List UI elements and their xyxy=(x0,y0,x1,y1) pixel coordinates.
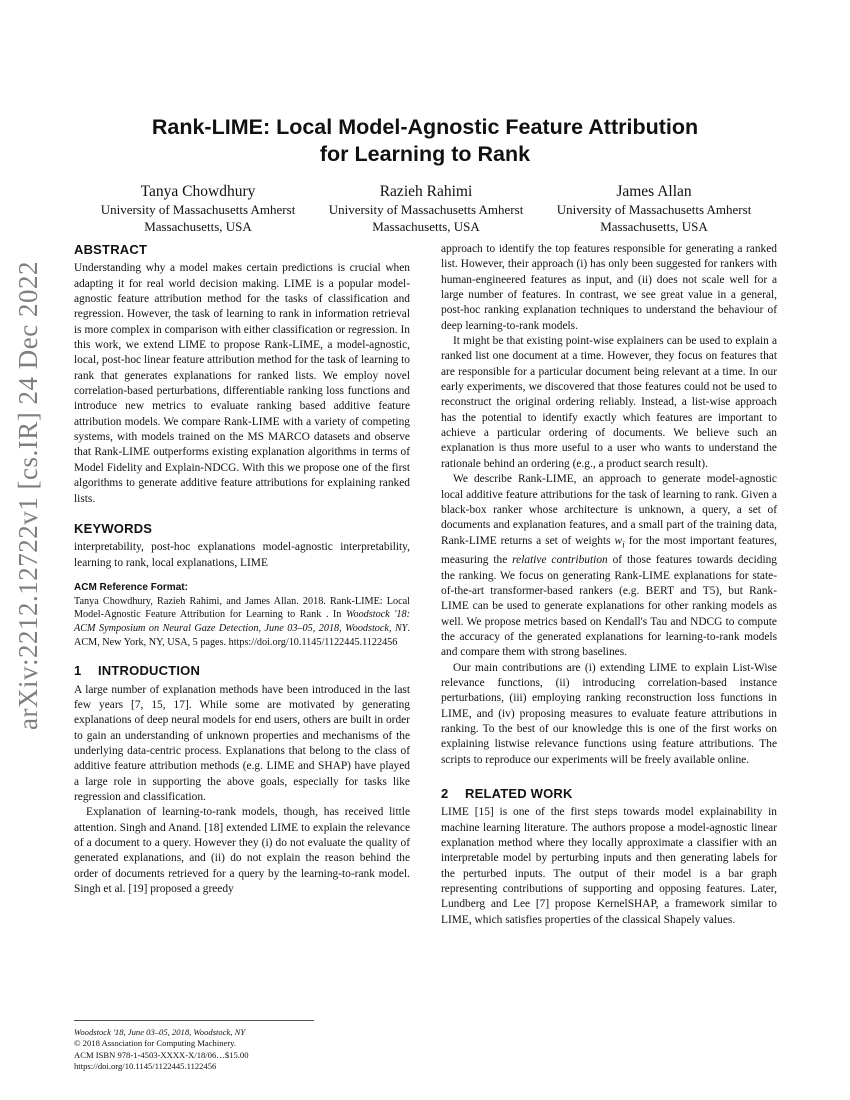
keywords-heading: KEYWORDS xyxy=(74,520,153,536)
copyright-footnote xyxy=(74,1020,314,1072)
intro-p5-middle: for the most important features, measuring the xyxy=(441,534,777,567)
author-location: Massachusetts, USA xyxy=(144,218,252,234)
author-block xyxy=(86,182,766,235)
intro-paragraph-4: It might be that existing point-wise explainers can be used to explain a ranked list one document at a time. However, they focus on features that are responsible for a particular document being relevant at a time. In our early experiments, we discovered that those features could not be used to reconstruct the original ordering reliably. Instead, a list-wise approach has the potential to identify exactly which features are important to achieve a particular ordering of documents. We believe such an explanation is thus more useful to a user who wants to understand the rationale behind an ordering (e.g., a product search result). xyxy=(441,335,777,470)
intro-p5-end: of those features towards deciding the ranking. We focus on generating Rank-LIME explanations for state-of-the-art transformer-based rankers (e.g. BERT and T5), but Rank-LIME can be used to generate explanations for other ranking models as well. We propose metrics based on Kendall's Tau and NDCG to compute the accuracy of the generated explanations for learning-to-rank models and compare them with strong baselines. xyxy=(441,554,777,659)
arxiv-stamp xyxy=(2,260,54,730)
author-location: Massachusetts, USA xyxy=(372,218,480,234)
section-title: RELATED WORK xyxy=(465,785,573,801)
author-name: Tanya Chowdhury xyxy=(140,183,256,200)
author-2 xyxy=(314,182,538,235)
acm-reference-heading: ACM Reference Format: xyxy=(74,581,188,593)
related-work-heading xyxy=(441,786,777,801)
left-column xyxy=(74,242,410,897)
intro-paragraph-1: A large number of explanation methods have been introduced in the last few years [7, 15, 17]. While some are motivated by generating explanations of deep neural models for end users, others are built in order to gain an understanding of unknown properties and mechanisms of the underlying data-centric process. Explanations that belong to the class of additive feature attribution methods (e.g. LIME and SHAP) have played a large role in supporting the above goals, especially for tasks like regression and classification. xyxy=(74,683,410,803)
acm-reference-publisher: . ACM, New York, NY, USA, 5 pages. https://doi.org/10.1145/1122445.1122456 xyxy=(74,623,410,648)
intro-paragraph-3: approach to identify the top features responsible for generating a ranked list. However, their approach (i) has only been suggested for rankers with human-engineered features as input, and (ii) does not scale well for a large number of features. In contrast, we see great value in a general, post-hoc ranking explanation techniques to understand the behaviour of deep learning-to-rank models. xyxy=(441,243,777,332)
title-line-2: for Learning to Rank xyxy=(319,142,531,166)
author-location: Massachusetts, USA xyxy=(600,218,708,234)
abstract-text: Understanding why a model makes certain predictions is crucial when adapting it for real world decision making. LIME is a popular model-agnostic feature attribution method for the tasks of classification and regression. However, the task of learning to rank in information retrieval is more complex in comparison with either classification or regression. In this work, we extend LIME to propose Rank-LIME, a model-agnostic, local, post-hoc linear feature attribution method for the task of learning to rank that generates explanations for ranked lists. We employ novel correlation-based perturbations, differentiable ranking loss functions and introduce new metrics to evaluate ranking based additive feature attribution models. We compare Rank-LIME with a variety of competing systems, with models trained on the MS MARCO datasets and observe that Rank-LIME outperforms existing explanation algorithms in terms of Model Fidelity and Explain-NDCG. With this we propose one of the first algorithms to generate additive feature attributions for explaining ranked lists. xyxy=(74,262,410,505)
acm-reference-text xyxy=(74,595,410,649)
section-number: 1 xyxy=(74,663,82,679)
paper-title xyxy=(100,114,750,168)
footnote-doi: https://doi.org/10.1145/1122445.1122456 xyxy=(74,1060,217,1071)
right-column xyxy=(441,242,777,928)
author-1 xyxy=(86,182,310,235)
author-name: Razieh Rahimi xyxy=(379,183,473,200)
introduction-heading xyxy=(74,663,410,678)
author-affiliation: University of Massachusetts Amherst xyxy=(328,202,524,217)
section-number: 2 xyxy=(441,785,449,801)
intro-paragraph-2: Explanation of learning-to-rank models, though, has received little attention. Singh and Anand. [18] extended LIME to explain the relevance of a document to a query. However they (i) do not evaluate the quality of generated explanations, and (ii) do not explain the reason behind the order of documents retrieved for a query by the learning-to-rank model. Singh et al. [19] proposed a greedy xyxy=(74,806,410,896)
related-work-paragraph-1: LIME [15] is one of the first steps towards model explainability in machine learning literature. The authors propose a model-agnostic linear explanation method where they locally approximate a classifier with an interpretable model by perturbing inputs and then generating labels for the perturbed inputs. The output of their model is a bar graph representing contributions of supporting and opposing features. Later, Lundberg and Lee [7] propose KernelSHAP, a framework similar to LIME, which satisfies properties of the classical Shapely values. xyxy=(441,806,777,926)
title-line-1: Rank-LIME: Local Model-Agnostic Feature Attribution xyxy=(151,115,699,139)
intro-p5-emphasis: relative contribution xyxy=(512,554,608,567)
weight-symbol: w xyxy=(614,534,623,547)
keywords-text: interpretability, post-hoc explanations model-agnostic interpretability, learning to rank, local explanations, LIME xyxy=(74,541,410,569)
abstract-heading: ABSTRACT xyxy=(74,242,148,257)
footnote-venue: Woodstock '18, June 03–05, 2018, Woodstock, NY xyxy=(74,1027,246,1037)
section-title: INTRODUCTION xyxy=(98,663,201,679)
author-name: James Allan xyxy=(616,183,692,200)
author-affiliation: University of Massachusetts Amherst xyxy=(100,202,296,217)
acm-reference-venue: Woodstock '18: ACM Symposium on Neural Gaze Detection, June 03–05, 2018, Woodstock, NY xyxy=(74,609,410,635)
footnote-isbn: ACM ISBN 978-1-4503-XXXX-X/18/06…$15.00 xyxy=(74,1049,249,1060)
weight-subscript: i xyxy=(622,539,625,550)
author-affiliation: University of Massachusetts Amherst xyxy=(556,202,752,217)
intro-paragraph-5 xyxy=(441,472,777,660)
intro-p5-start: We describe Rank-LIME, an approach to generate model-agnostic local additive feature attributions for the task of learning to rank. Given a black-box ranker whose architecture is unknown, a query, a set of documents and explanation features, and a small part of the training data, Rank-LIME returns a set of weights xyxy=(441,473,777,547)
acm-reference-authors: Tanya Chowdhury, Razieh Rahimi, and James Allan. 2018. Rank-LIME: Local Model-Agnostic Feature Attribution for Learning to Rank . In xyxy=(74,595,410,621)
footnote-copyright: © 2018 Association for Computing Machinery. xyxy=(74,1038,237,1049)
author-3 xyxy=(542,182,766,235)
intro-paragraph-6: Our main contributions are (i) extending LIME to explain List-Wise relevance functions, (ii) introducing correlation-based instance perturbations, (iii) employing ranking reconstruction loss functions in LIME, and (iv) proposing measures to evaluate feature attributions in ranking. To the best of our knowledge this is one of the first works on explaining listwise relevance functions using feature attributions. The scripts to reproduce our experiments will be freely available online. xyxy=(441,661,777,766)
arxiv-stamp-text: arXiv:2212.12722v1 [cs.IR] 24 Dec 2022 xyxy=(12,260,43,730)
